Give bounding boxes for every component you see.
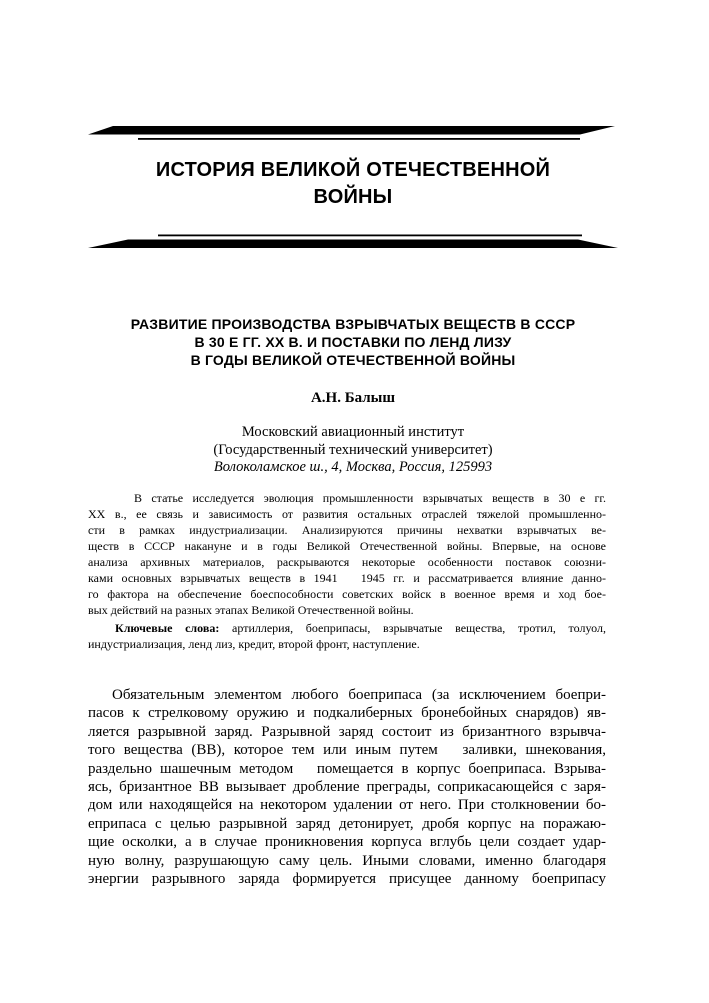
affiliation-address: Волоколамское ш., 4, Москва, Россия, 125993 <box>213 459 493 475</box>
keywords-paragraph <box>88 620 606 652</box>
text-line: ную волну, разрушающую саму цель. Иными словами, именно благодаря <box>88 852 606 869</box>
body-paragraph <box>88 686 606 888</box>
text-line: В статье исследуется эволюция промышленности взрывчатых веществ в 30 е гг. <box>134 491 606 505</box>
text-line: го фактора на обеспечение боеспособности советских войск в военное время и ход бое- <box>88 587 606 601</box>
keywords-label: Ключевые слова: <box>115 621 220 635</box>
keywords-list-part1: артиллерия, боеприпасы, взрывчатые вещества, тротил, толуол, <box>219 621 606 635</box>
text-line: сти в рамках индустриализации. Анализируются причины нехватки взрывчатых ве- <box>88 523 606 537</box>
text-line: ществ в СССР накануне и в годы Великой Отечественной войны. Впервые, на основе <box>88 539 606 553</box>
text-line: еприпаса с целью разрывной заряд детонирует, дробя корпус на поражаю- <box>88 815 606 832</box>
text-line: ХХ в., ее связь и зависимость от развития остальных отраслей тяжелой промышленно- <box>88 507 606 521</box>
text-line: раздельно шашечным методом помещается в корпус боеприпаса. Взрыва- <box>88 760 606 777</box>
text-line: Обязательным элементом любого боеприпаса (за исключением боепри- <box>112 687 606 703</box>
article-title <box>88 315 618 369</box>
text-line: РАЗВИТИЕ ПРОИЗВОДСТВА ВЗРЫВЧАТЫХ ВЕЩЕСТВ В СССР <box>130 316 576 332</box>
text-line: анализа архивных материалов, раскрываются некоторые особенности поставок союзни- <box>88 555 606 569</box>
text-line: В ГОДЫ ВЕЛИКОЙ ОТЕЧЕСТВЕННОЙ ВОЙНЫ <box>190 352 516 368</box>
text-line: пасов к стрелковому оружию и подкалиберных бронебойных снарядов) яв- <box>88 705 606 722</box>
text-line: энергии разрывного заряда формируется присущее данному боеприпасу <box>88 871 606 888</box>
text-line: того вещества (ВВ), которое тем или иным путем заливки, шнекования, <box>88 742 606 759</box>
masthead-section-title <box>88 157 618 211</box>
swash-rule-bottom <box>88 234 618 249</box>
text-line: В 30 Е ГГ. ХХ В. И ПОСТАВКИ ПО ЛЕНД ЛИЗУ <box>194 334 512 350</box>
text-line: дом или находящейся на некотором удалении от него. При столкновении бо- <box>88 797 606 814</box>
text-line: ясь, бризантное ВВ вызывает дробление преграды, соприкасающейся с заря- <box>88 779 606 796</box>
text-line: ВОЙНЫ <box>313 186 393 208</box>
affiliation-institute: Московский авиационный институт <box>241 424 465 440</box>
text-line: ляется разрывной заряд. Разрывной заряд состоит из бризантного взрывча- <box>88 723 606 740</box>
author-name: А.Н. Балыш <box>310 390 396 406</box>
text-line: щие осколки, а в случае проникновения корпуса вглубь цели создает удар- <box>88 834 606 851</box>
keywords-line-2: индустриализация, ленд лиз, кредит, второй фронт, наступление. <box>88 637 420 651</box>
swash-rule-top <box>88 126 618 141</box>
affiliation-university: (Государственный технический университет) <box>213 441 493 458</box>
text-line: ИСТОРИЯ ВЕЛИКОЙ ОТЕЧЕСТВЕННОЙ <box>155 159 551 181</box>
abstract-paragraph <box>88 490 606 618</box>
text-line: ками основных взрывчатых веществ в 1941 1945 гг. и рассматривается влияние данно- <box>88 571 606 585</box>
affiliation-block <box>88 424 618 477</box>
text-line: вых действий на разных этапах Великой Отечественной войны. <box>88 603 414 617</box>
keywords-line-1 <box>88 620 606 636</box>
